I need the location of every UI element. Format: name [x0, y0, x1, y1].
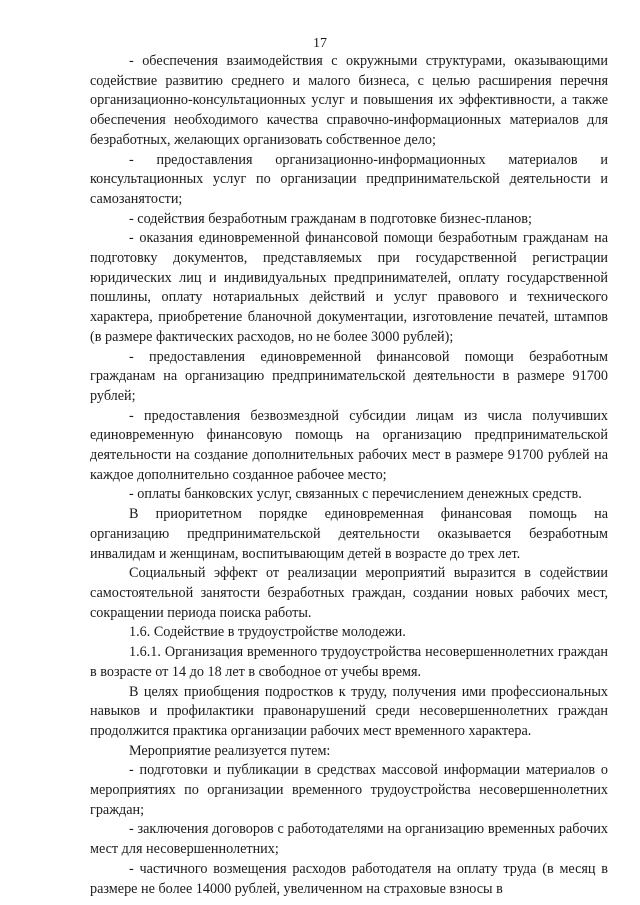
paragraph-media-bullet: - подготовки и публикации в средствах массовой информации материалов о мероприятиях по организации временного трудоустройства несовершеннолетних граждан;: [90, 762, 608, 818]
paragraph-registration-aid-bullet: - оказания единовременной финансовой помощи безработным гражданам на подготовку документов, представляемых при государственной регистрации юридических лиц и индивидуальных предпринимателей, оплату государственной пошлины, оплату нотариальных действий и услуг правового и технического характера, приобретение бланочной документации, изготовление печатей, штампов (в размере фактических расходов, но не более 3000 рублей);: [90, 230, 608, 345]
paragraph-info-materials-bullet: - предоставления организационно-информационных материалов и консультационных услуг по организации предпринимательской деятельности и самозанятости;: [90, 151, 608, 207]
paragraph-youth-goals: В целях приобщения подростков к труду, получения ими профессиональных навыков и профилактики правонарушений среди несовершеннолетних граждан продолжится практика организации рабочих мест временного характера.: [90, 683, 608, 739]
paragraph-bank-services-bullet: - оплаты банковских услуг, связанных с перечислением денежных средств.: [129, 486, 582, 503]
body-text: [90, 52, 608, 899]
paragraph-measure-intro: Мероприятие реализуется путем:: [129, 742, 331, 759]
paragraph-contracts-bullet: - заключения договоров с работодателями на организацию временных рабочих мест для несовершеннолетних;: [90, 821, 608, 858]
paragraph-financial-aid-bullet: - предоставления единовременной финансовой помощи безработным гражданам на организацию предпринимательской деятельности в размере 91700 рублей;: [90, 348, 608, 404]
section-heading-1-6: 1.6. Содействие в трудоустройстве молодежи.: [129, 624, 406, 641]
paragraph-priority-aid: В приоритетном порядке единовременная финансовая помощь на организацию предпринимательской деятельности оказывается безработным инвалидам и женщинам, воспитывающим детей в возрасте до трех лет.: [90, 506, 608, 562]
section-heading-1-6-1: 1.6.1. Организация временного трудоустройства несовершеннолетних граждан в возрасте от 14 до 18 лет в свободное от учебы время.: [90, 644, 608, 680]
paragraph-social-effect: Социальный эффект от реализации мероприятий выразится в содействии самостоятельной занятости безработных граждан, создании новых рабочих мест, сокращении периода поиска работы.: [90, 565, 608, 621]
paragraph-interaction-bullet: - обеспечения взаимодействия с окружными структурами, оказывающими содействие развитию среднего и малого бизнеса, с целью расширения перечня организационно-консультационных услуг и повышения их эффективности, а также обеспечения необходимого качества справочно-информационных материалов для безработных, желающих организовать собственное дело;: [90, 53, 608, 148]
paragraph-subsidy-bullet: - предоставления безвозмездной субсидии лицам из числа получивших единовременную финансовую помощь на организацию предпринимательской деятельности на создание дополнительных рабочих мест в размере 91700 рублей на каждое дополнительно созданное рабочее место;: [90, 407, 608, 483]
page-number: 17: [313, 36, 327, 51]
paragraph-reimbursement-bullet: - частичного возмещения расходов работодателя на оплату труда (в месяц в размере не более 14000 рублей, увеличенном на страховые взносы в: [90, 860, 608, 897]
paragraph-business-plans-bullet: - содействия безработным гражданам в подготовке бизнес-планов;: [129, 210, 532, 227]
